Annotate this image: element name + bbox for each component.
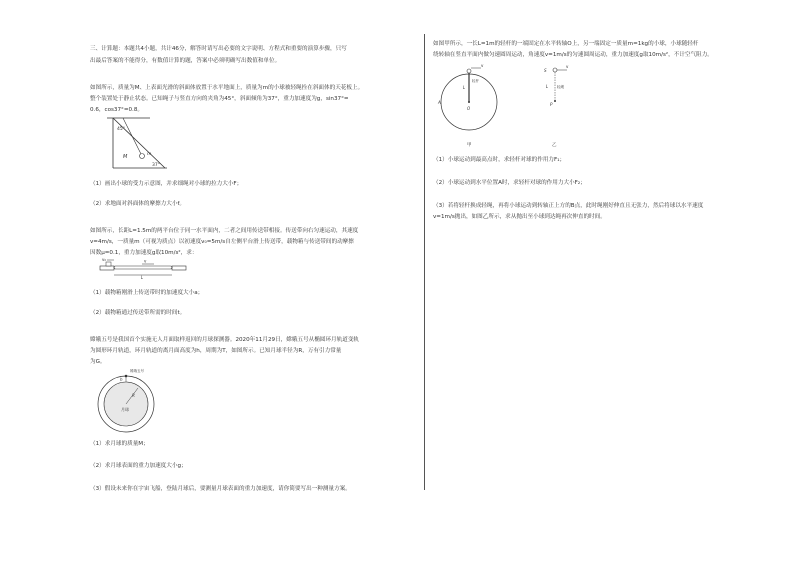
L-label-yi: L: [546, 84, 549, 89]
q3-sub3: （3）假设未来你在宇宙飞船，登陆月球后，要测量月球表面的重力加速度，请你简要写出一种测量方案。: [90, 486, 351, 492]
q4-sub2: （2）小球运动到水平位置A时，求轻杆对球的作用力大小F₂；: [433, 180, 586, 186]
q2-stem-line1: 如图所示，长距L=1.5m的两平台位于同一水平面内，二者之间用传送带相接。传送带向右匀速运动，其速度: [90, 228, 359, 234]
q2-conveyor-figure: [98, 258, 188, 280]
q3-stem-line2: 为圆形环月轨道，环月轨道的离月面高度为h，周期为T，如图所示。已知月球半径为R，万有引力常量: [90, 348, 342, 354]
cargo-box: [106, 262, 111, 266]
moon-label: 月球: [121, 407, 129, 412]
A-label: A: [438, 100, 441, 105]
incline-surface: [113, 118, 165, 168]
L-label: L: [141, 275, 144, 280]
q1-sub1: （1）画出小球的受力示意图，并求细绳对小球的拉力大小F；: [90, 181, 243, 187]
mass-m-label: m: [147, 152, 152, 157]
ball-top: [467, 69, 471, 73]
rod-label: 轻杆: [472, 79, 479, 83]
q1-incline-figure: [105, 116, 170, 171]
q2-sub1: （1）载物箱刚滑上传送带时的加速度大小a；: [90, 290, 204, 296]
h-label: h: [120, 377, 123, 382]
ball: [140, 154, 145, 159]
section-heading-line1: 三、计算题：本题共4小题，共计46分，解答时请写出必要的文字说明、方程式和重要的演算步骤，只写: [90, 46, 347, 52]
q1-sub2: （2）求地面对斜面体的摩擦力大小f。: [90, 201, 186, 207]
L-label: L: [463, 85, 466, 90]
left-platform: [100, 266, 114, 270]
q3-orbit-figure: [92, 366, 172, 434]
q2-stem-line2: v=4m/s，一质量m（可视为质点）以初速度v₀=5m/s自左侧平台滑上传送带，载物箱与传送带间的动摩擦: [90, 239, 354, 245]
right-platform: [172, 266, 186, 270]
v-label: v: [481, 63, 484, 68]
ball-S: [553, 68, 557, 72]
q2-sub2: （2）载物箱通过传送带所需的时间t。: [90, 310, 186, 316]
column-divider: [424, 34, 425, 490]
q4-sub3-line2: v=1m/s抛出，如图乙所示，求从抛出至小球到达绳再次伸直的时间。: [433, 214, 606, 220]
O-label: O: [467, 106, 471, 111]
angle-37-label: 37°: [152, 163, 160, 168]
figure-jia-label: 甲: [467, 143, 472, 148]
v-label: v: [144, 258, 147, 264]
mass-M-label: M: [123, 154, 128, 160]
section-heading-line2: 出最后答案的不能得分，有数值计算的题，答案中必须明确写出数值和单位。: [90, 58, 281, 64]
figure-yi-label: 乙: [552, 143, 557, 148]
q4-figure-jia: [436, 58, 506, 150]
q3-stem-line1: 嫦娥五号是我国首个实施无人月面取样返回的月球探测器。2020年11月29日，嫦娥五号从椭圆环月轨道变轨: [90, 337, 360, 343]
q4-stem-line2: 绕转轴在竖直平面内做匀速圆周运动，角速度v=1m/s的匀速圆周运动，重力加速度g取10m/s²，不计空气阻力。: [433, 52, 713, 58]
pivot-dot: [468, 101, 470, 103]
q1-stem-line2: 整个装置处于静止状态。已知绳子与竖直方向的夹角为45°，斜面倾角为37°，重力加速度为g，sin37°=: [90, 96, 349, 102]
S-label: S: [544, 68, 547, 73]
probe-label: 嫦娥五号: [130, 369, 144, 373]
q2-stem-line3: 因数μ=0.1，重力加速度g取10m/s²，求：: [90, 250, 198, 256]
q4-sub1: （1）小球运动到最高点时，求轻杆对球的作用力F₁；: [433, 157, 566, 163]
q3-sub2: （2）求月球表面的重力加速度大小g；: [90, 463, 187, 469]
rope-label: 轻绳: [557, 85, 564, 89]
rope-line: [123, 118, 141, 154]
q4-stem-line1: 如图甲所示，一长L=1m的轻杆的一端固定在水平转轴O上，另一端固定一质量m=1kg的小球，小球随轻杆: [433, 41, 699, 47]
q1-stem-line1: 如图所示，质量为M、上表面光滑的斜面体放置于水平地面上，质量为m的小球被轻绳拴在斜面体的天花板上。: [90, 85, 364, 91]
q4-sub3-line1: （3）若将轻杆换成轻绳，再将小球运动到转轴正上方的B点，此时绳刚好伸直且无张力，然后将球以水平速度: [433, 203, 704, 209]
q3-stem-line3: 为G。: [90, 359, 106, 365]
v-label-yi: v: [566, 64, 569, 69]
pivot-P: [554, 100, 556, 102]
R-label: R: [132, 393, 135, 398]
v0-label: v₀: [102, 258, 106, 262]
P-label: P: [550, 102, 553, 107]
q4-figure-yi: [530, 62, 580, 148]
conveyor-belt: [114, 266, 172, 269]
angle-45-label: 45°: [117, 127, 125, 132]
q3-sub1: （1）求月球的质量M；: [90, 441, 149, 447]
q1-stem-line3: 0.6，cos37°=0.8。: [90, 107, 143, 113]
